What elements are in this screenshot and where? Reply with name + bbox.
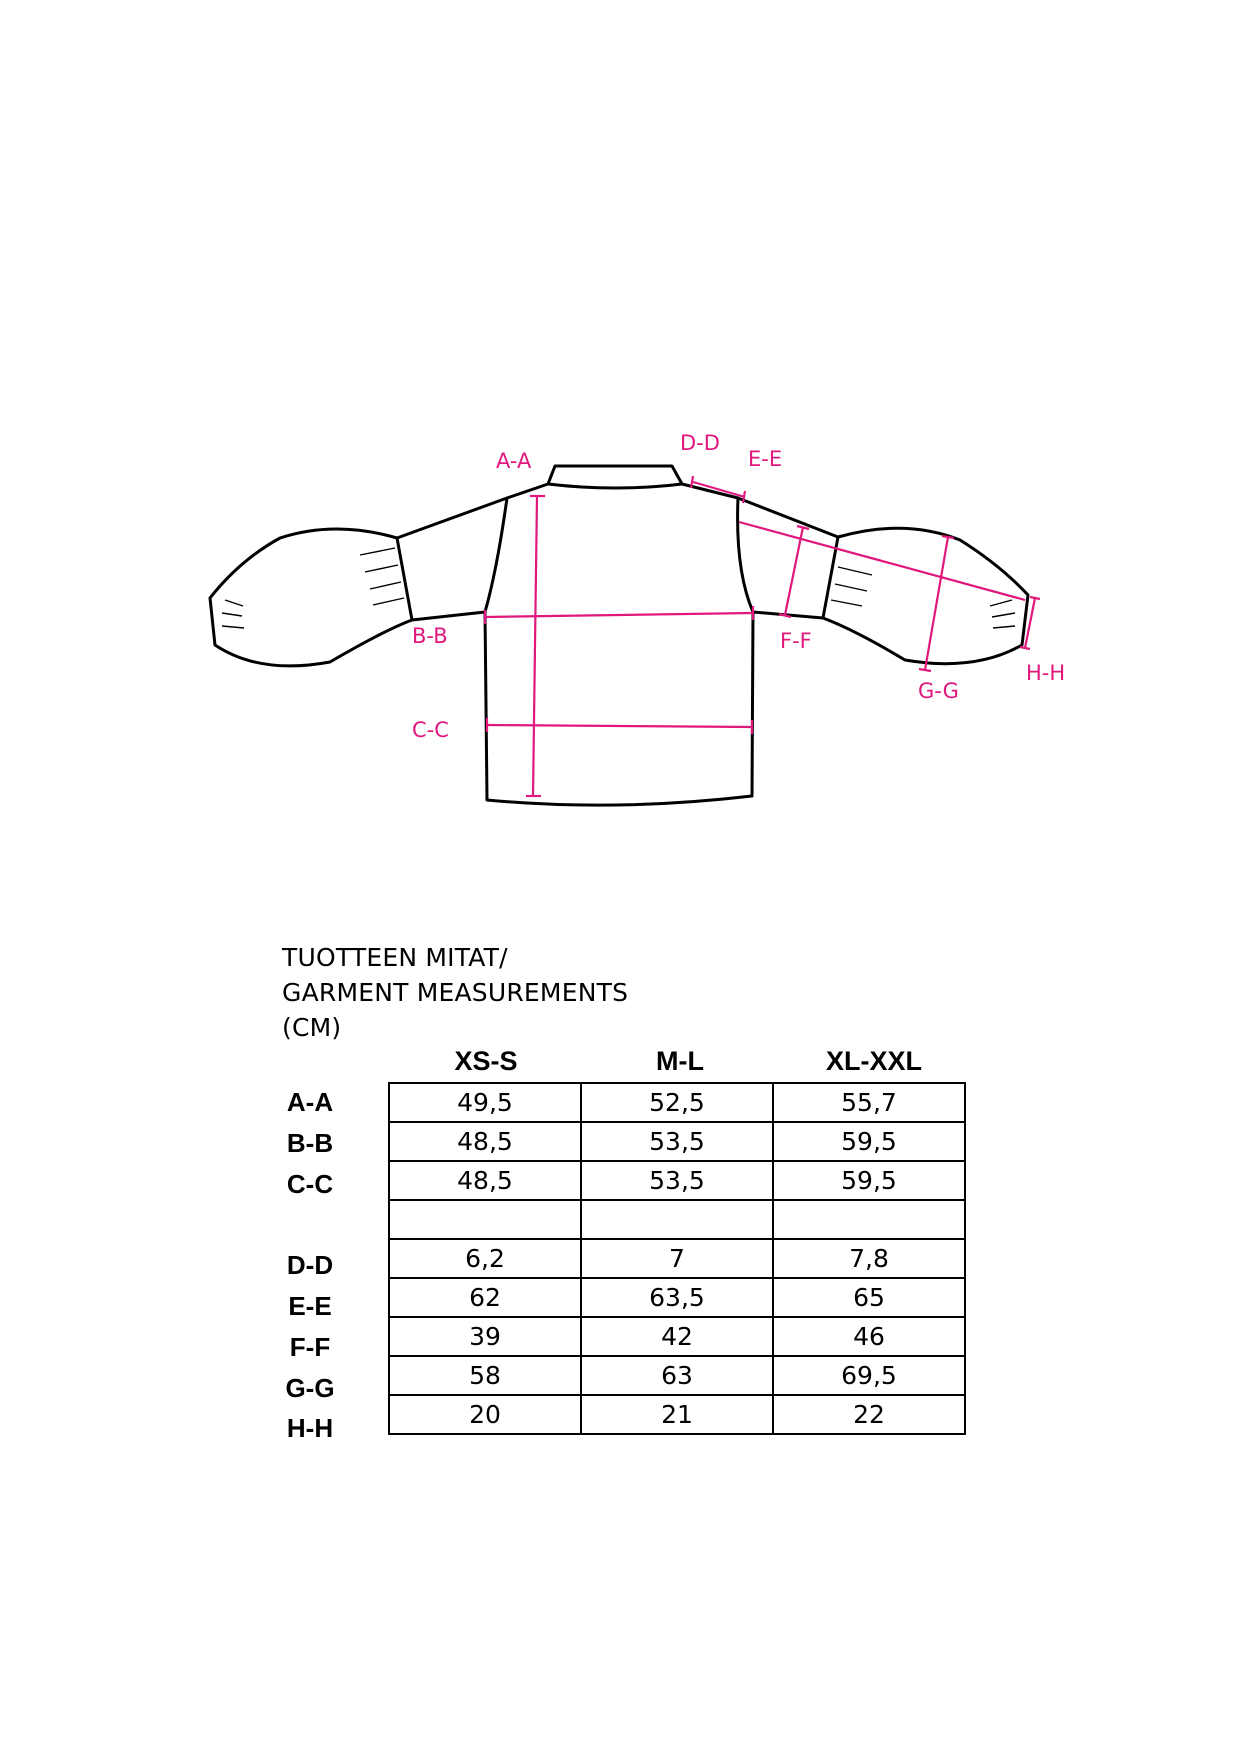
measure-line-g-g [925,537,948,670]
table-cell: 58 [389,1356,581,1395]
title-line-english: GARMENT MEASUREMENTS [282,978,629,1007]
measure-line-c-c [487,725,752,727]
table-cell-empty [581,1200,773,1239]
row-label-d-d: D-D [286,1250,334,1280]
table-cell: 49,5 [389,1083,581,1122]
table-cell: 39 [389,1317,581,1356]
column-header-xl-xxl: XL-XXL [825,1046,922,1076]
row-label-h-h: H-H [286,1413,334,1443]
table-row [389,1122,965,1161]
title-line-unit: (CM) [282,1013,342,1042]
table-cell: 6,2 [389,1239,581,1278]
table-cell: 7,8 [773,1239,965,1278]
table-cell-empty [389,1200,581,1239]
table-row [389,1395,965,1434]
table-cell: 53,5 [581,1122,773,1161]
garment-outline [210,466,1028,805]
label-h-h: H-H [1026,661,1066,685]
table-row [389,1317,965,1356]
table-row [389,1161,965,1200]
table-cell: 48,5 [389,1122,581,1161]
table-row-spacer [389,1200,965,1239]
label-g-g: G-G [918,679,959,703]
table-cell: 22 [773,1395,965,1434]
label-b-b: B-B [412,624,448,648]
row-label-c-c: C-C [286,1169,334,1199]
table-cell: 69,5 [773,1356,965,1395]
table-cell: 65 [773,1278,965,1317]
measure-line-b-b [485,613,753,617]
label-a-a: A-A [496,449,532,473]
label-c-c: C-C [412,718,449,742]
table-cell: 42 [581,1317,773,1356]
table-row [389,1239,965,1278]
measurement-lines [485,476,1040,796]
table-cell: 63 [581,1356,773,1395]
table-cell: 7 [581,1239,773,1278]
table-row [389,1356,965,1395]
table-cell: 62 [389,1278,581,1317]
column-header-m-l: M-L [656,1046,704,1076]
row-label-b-b: B-B [286,1128,334,1158]
table-row [389,1083,965,1122]
measure-line-a-a [533,496,537,796]
table-cell: 46 [773,1317,965,1356]
table-cell: 63,5 [581,1278,773,1317]
title-line-finnish: TUOTTEEN MITAT/ [282,943,508,972]
table-cell: 53,5 [581,1161,773,1200]
table-cell-empty [773,1200,965,1239]
column-header-xs-s: XS-S [454,1046,518,1076]
measure-line-e-e [739,522,1025,600]
label-e-e: E-E [748,447,783,471]
table-cell: 52,5 [581,1083,773,1122]
measurement-table [388,1082,966,1435]
row-label-f-f: F-F [289,1332,331,1362]
row-label-a-a: A-A [286,1087,334,1117]
row-label-g-g: G-G [285,1373,335,1403]
table-cell: 21 [581,1395,773,1434]
table-cell: 55,7 [773,1083,965,1122]
measurements-title [282,940,628,1045]
measure-line-f-f [785,527,803,615]
row-label-e-e: E-E [288,1291,332,1321]
table-cell: 59,5 [773,1161,965,1200]
label-d-d: D-D [680,431,720,455]
table-cell: 59,5 [773,1122,965,1161]
table-cell: 48,5 [389,1161,581,1200]
table-row [389,1278,965,1317]
table-cell: 20 [389,1395,581,1434]
label-f-f: F-F [780,629,812,653]
